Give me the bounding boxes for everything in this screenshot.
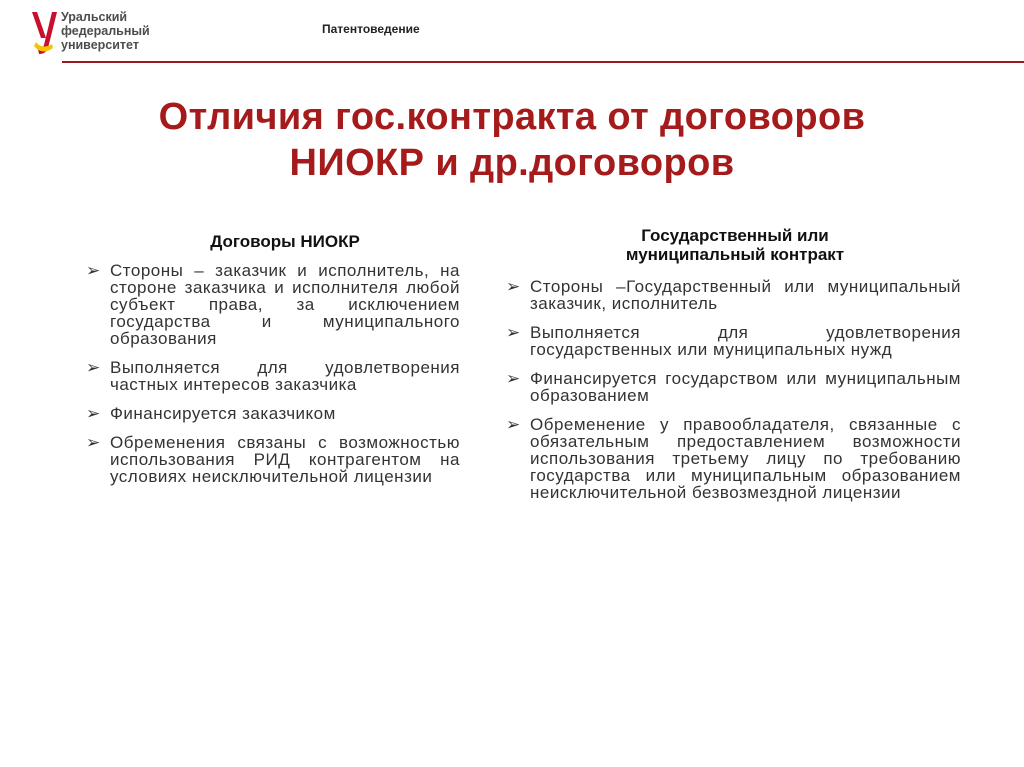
right-list-item [506, 278, 961, 312]
logo-line-3: университет [61, 38, 139, 52]
right-item-text: Стороны –Государственный или муниципальный заказчик, исполнитель [530, 277, 961, 313]
urfu-logo-mark-icon [30, 8, 60, 56]
university-logo [30, 8, 170, 58]
logo-line-2: федеральный [61, 24, 150, 38]
right-list-item [506, 370, 961, 404]
arrow-bullet-icon: ➢ [506, 369, 521, 388]
right-item-list [506, 278, 961, 501]
slide-title-line-1: Отличия гос.контракта от договоров [158, 96, 866, 138]
right-item-text: Выполняется для удовлетворения государственных или муниципальных нужд [530, 323, 961, 359]
left-item-text: Выполняется для удовлетворения частных интересов заказчика [110, 358, 460, 394]
slide-title [60, 94, 964, 186]
course-label: Патентоведение [322, 22, 420, 36]
logo-text [61, 10, 150, 52]
slide-title-line-2: НИОКР и др.договоров [289, 142, 735, 184]
left-item-text: Финансируется заказчиком [110, 404, 336, 423]
arrow-bullet-icon: ➢ [86, 358, 101, 377]
left-list-item [86, 359, 460, 393]
left-column-heading: Договоры НИОКР [210, 232, 360, 251]
left-list-item [86, 262, 460, 347]
right-heading-line-2: муниципальный контракт [625, 245, 845, 264]
right-list-item [506, 324, 961, 358]
right-heading-line-1: Государственный или [641, 226, 829, 245]
right-item-text: Финансируется государством или муниципальным образованием [530, 369, 961, 405]
right-column [506, 278, 961, 513]
right-column-heading [510, 226, 960, 264]
left-item-text: Стороны – заказчик и исполнитель, на стороне заказчика и исполнителя любой субъект права, за исключением государства и муниципального образования [110, 261, 460, 348]
right-item-text: Обременение у правообладателя, связанные с обязательным предоставлением возможности использования третьему лицу по требованию государства или муниципальным образованием неисключительной безвозмездной лицензии [530, 415, 961, 502]
left-column [86, 262, 460, 497]
logo-line-1: Уральский [61, 10, 128, 24]
left-item-list [86, 262, 460, 485]
arrow-bullet-icon: ➢ [86, 261, 101, 280]
arrow-bullet-icon: ➢ [86, 433, 101, 452]
arrow-bullet-icon: ➢ [86, 404, 101, 423]
left-list-item [86, 434, 460, 485]
arrow-bullet-icon: ➢ [506, 415, 521, 434]
right-list-item [506, 416, 961, 501]
arrow-bullet-icon: ➢ [506, 323, 521, 342]
left-list-item [86, 405, 460, 422]
arrow-bullet-icon: ➢ [506, 277, 521, 296]
left-item-text: Обременения связаны с возможностью использования РИД контрагентом на условиях неисключительной лицензии [110, 433, 460, 486]
header-divider [62, 61, 1024, 63]
